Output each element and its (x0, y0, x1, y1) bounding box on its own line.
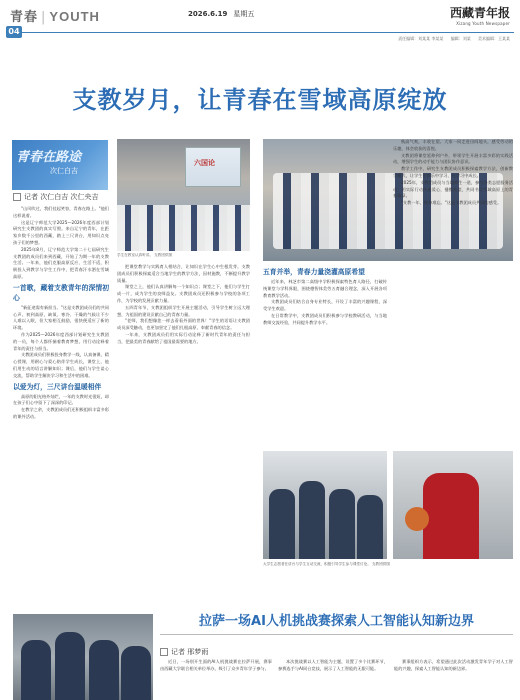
byline-text: 记者 次仁白吉 次仁央吉 (24, 193, 99, 201)
photo-caption: 大学生志愿者在讲台与学生互动交流，积极引导学生参与课堂讨论。 支教团供图 (263, 562, 390, 566)
paragraph: 支教团成员们积极投身教学一线，认真备课、精心授课，用耐心与爱心陪伴学生成长，课堂上，他们用生动的语言讲解知识；课后，他们与学生谈心交流，帮助学生解决学习和生活中的困难。 (13, 352, 109, 378)
issue-weekday: 星期五 (233, 10, 255, 18)
article-column (394, 659, 513, 699)
person-figure (121, 646, 151, 700)
paragraph: 在日常教学中，支教团成员们积极参与学校教研活动，与当地教师交流经验，共同提升教学水平。 (263, 312, 387, 325)
basketball-photo (393, 451, 513, 559)
student-group-photo (13, 614, 153, 700)
column-banner-subtitle: 次仁白吉 (50, 167, 78, 175)
students-rows (117, 205, 250, 251)
reporter-icon (160, 648, 168, 656)
paragraph: 秋高气爽，丰收在望。大家一同走进田间地头，感受劳动的乐趣，体会收获的喜悦。 (393, 139, 513, 151)
person-figure (89, 640, 119, 700)
section-title-cn: 青春 (10, 10, 39, 25)
article-column (13, 206, 109, 610)
paragraph: "新征途需有新担当。"这是支教团成员们的共同心声。初到高原，缺氧、寒冷、干燥的气候让不少人难以入眠，但大家相互鼓励，很快便适应了新的环境。 (13, 304, 109, 331)
paragraph: 在教学之余，支教团成员们还积极组织丰富多彩的课外活动。 (13, 407, 109, 419)
classroom-photo (117, 139, 250, 251)
projector-screen (185, 147, 241, 187)
paragraph: 这是辽宁师范大学2025—2026年度西部计划研究生支教团的真实写照。来自辽宁的青年，在距家乡数千公里的西藏，踏上三尺讲台，用知识点亮孩子们的梦想。 (13, 219, 109, 245)
paragraph: 本次挑战赛以人工智能为主题，设置了多个比赛环节，参赛选手与AI同台竞技，展示了人工智能的无限可能。 (278, 659, 388, 671)
paragraph: 课堂之上，他们认真讲解每一个知识点；课堂之下，他们与学生打成一片，成为学生的良师益友。支教团成员还积极参与学校的各项工作，为学校的发展贡献力量。 (117, 284, 250, 303)
subheading: 五育并举，青春力量浇灌高原希望 (263, 268, 365, 276)
column-banner (12, 140, 108, 190)
paragraph: 2025年，支教团成员与当地师生一道，参与各类志愿服务活动，用实际行动传递爱心、播撒希望，共同书写雪域高原上的青春篇章。 (393, 179, 513, 199)
article-column (263, 265, 387, 447)
page-header (0, 0, 520, 46)
paragraph: 作为2025—2026年度西部计划研究生支教团的一员，每个人都怀揣着教育梦想，用行动诠释着青年的责任与担当。 (13, 331, 109, 351)
paper-name: 西藏青年报 (449, 6, 510, 20)
photo-caption: 学生在教室认真听讲。 支教团供图 (117, 253, 173, 257)
person-figure (329, 489, 355, 559)
article-column (160, 659, 272, 699)
paragraph: 赛事组织方表示，希望通过此次活动激发青年学子对人工智能的兴趣，探索人工智能认知的新边界。 (394, 659, 513, 671)
byline-text: 记者 邢梦雨 (171, 648, 209, 656)
person-figure (21, 640, 51, 700)
volunteers-photo (263, 451, 387, 559)
person-figure (423, 473, 479, 559)
paragraph: 近日，一场别开生面的AI人机挑战赛在拉萨开展，赛事由西藏大学联合相关单位举办，吸引了众多青年学子参与。 (160, 659, 272, 671)
article-column (393, 139, 513, 447)
paragraph: 教学工作中，研究生支教团成员积极探索教学方法，创新教学模式，让学生在快乐中学习、在学习中成长。 (393, 166, 513, 178)
paragraph: 近年来，林芝市第二高级中学积极探索特色育人路径，打破传统课堂与学科界限，围绕德智体美劳五育融合理念，深入开展各项教育教学活动。 (263, 279, 387, 298)
main-headline: 支教岁月，让青春在雪域高原绽放 (72, 86, 448, 114)
second-headline: 拉萨一场AI人机挑战赛探索人工智能认知新边界 (199, 614, 474, 629)
article-column (278, 659, 388, 699)
paragraph: "山风吹过，我们挂起笑容，青春在路上。"他们这样说着。 (13, 206, 109, 218)
section-title-en: YOUTH (49, 9, 100, 24)
header-rule (6, 32, 514, 33)
article-column (117, 264, 250, 610)
article-byline (160, 647, 208, 657)
screen-glyph: 六国论 (194, 159, 215, 167)
paragraph: 把课堂教学与实践育人相结合，让知识在学生心中生根发芽。支教团成员们积极探索适合当地学生的教学方法，因材施教，不断提升教学质量。 (117, 264, 250, 283)
issue-date (188, 9, 254, 19)
paragraph: "支教一年，终身难忘。"这是支教团成员共同的感受。 (401, 200, 502, 206)
editor-credits (392, 36, 510, 42)
page-number: 04 (6, 26, 22, 38)
masthead (450, 4, 510, 26)
paper-name-en: Xizang Youth Newspaper (456, 21, 510, 26)
editor-credit: 编辑：刘某 (450, 36, 471, 41)
editor-credit: 美术编辑：王某某 (478, 36, 510, 41)
person-figure (299, 481, 325, 559)
person-figure (55, 632, 85, 700)
paragraph: "老师，我们想像您一样去看看外面的世界！"学生的话语让支教团成员深受触动，也更加坚定了他们扎根高原、奉献青春的信念。 (117, 318, 250, 331)
section-title: 青春 | YOUTH (10, 9, 100, 25)
subheading: 以爱为灯，三尺讲台温暖相伴 (13, 382, 102, 391)
editor-credit: 责任编辑：刘某某 李某某 (398, 36, 444, 41)
paragraph: 五四青年节，支教团组织学生开展主题活动，引导学生树立远大理想，为祖国的建设贡献自己的青春力量。 (117, 304, 250, 317)
person-figure (269, 489, 295, 559)
article-byline (13, 192, 98, 202)
person-figure (357, 495, 383, 559)
paragraph: 高原的阳光格外灿烂，一年的支教时光很短，却在孩子们心中留下了深深的印记。 (13, 393, 109, 406)
issue-date-value: 2026.6.19 (188, 10, 228, 18)
paragraph: 支教团将课堂延伸到户外，带领学生开展丰富多彩的实践活动，增强学生的动手能力与团队协作意识。 (393, 152, 513, 165)
reporter-icon (13, 193, 21, 201)
paragraph: 支教团成员们结合自身专业特长，开设了丰富的兴趣课程，深受学生欢迎。 (263, 299, 387, 312)
basketball-icon (405, 507, 429, 531)
paragraph: 一年来，支教团成员们用实际行动诠释了新时代青年的责任与担当，把最美的青春献给了祖国最需要的地方。 (117, 331, 250, 344)
subheading: 一首歌，藏着支教青年的深情初心 (13, 283, 109, 302)
paragraph: 2025年8月，辽宁师范大学第二十七届研究生支教团的成员们来到西藏，开始了为期一年的支教生活。一年来，他们克服高原反应、生活不适，积极投入到教学与学生工作中，把青春汗水洒在雪域高原。 (13, 246, 109, 279)
headline-rule (160, 634, 513, 635)
column-banner-title: 青春在路途 (16, 150, 82, 165)
